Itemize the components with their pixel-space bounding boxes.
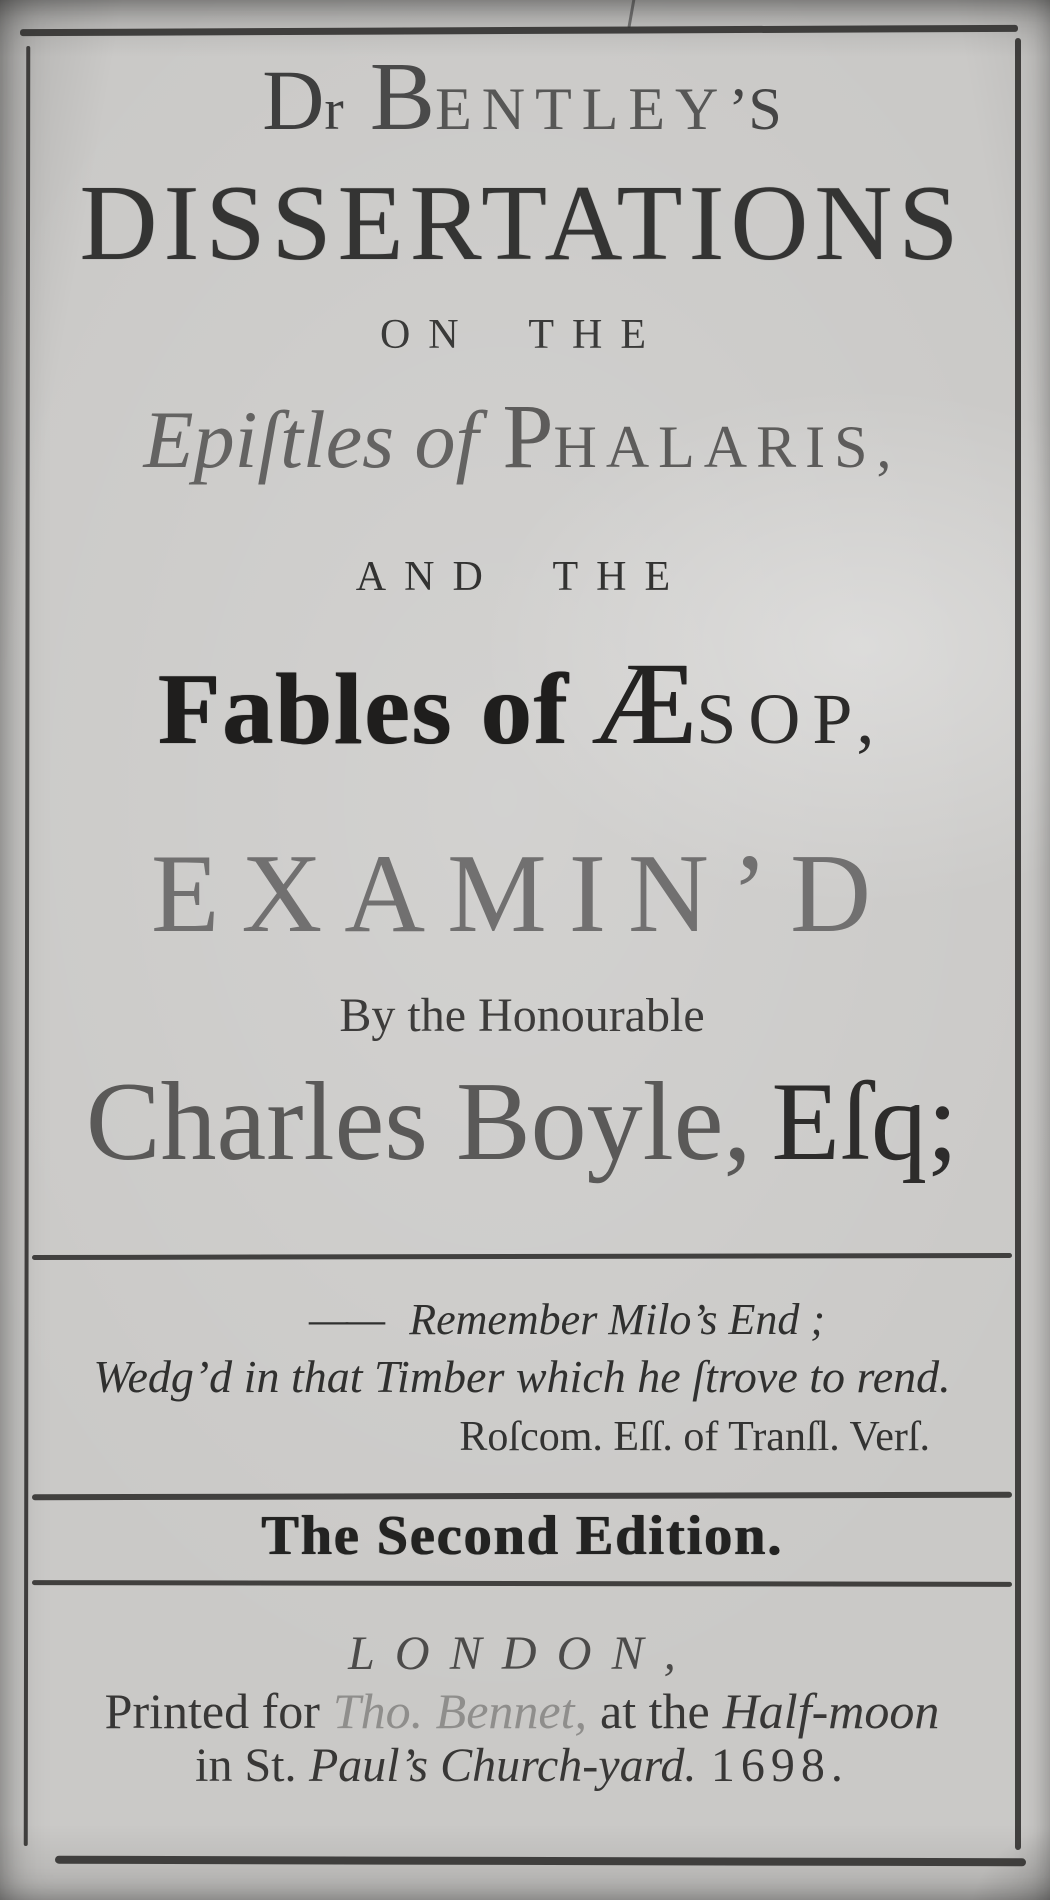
- epigraph-text-1: Remember Milo’s End ;: [409, 1295, 826, 1344]
- author-esquire: Eſq;: [771, 1060, 959, 1184]
- epigraph-line-1: [32, 1295, 1012, 1344]
- imprint-bookseller-name: Tho. Bennet,: [332, 1683, 588, 1739]
- aesop-initial: Æ: [591, 638, 697, 769]
- imprint-year: 1698.: [710, 1739, 849, 1792]
- imprint-printed-for: Printed for: [104, 1683, 320, 1739]
- phalaris-small-caps: HALARIS,: [553, 414, 901, 480]
- author-possessive-line: [32, 43, 1012, 151]
- divider-rule-2: [32, 1492, 1012, 1501]
- author-name-line: [32, 1060, 1012, 1184]
- epistles-of-italic: Epiſtles of: [143, 394, 479, 485]
- epigraph-line-2: Wedg’d in that Timber which he ſtrove to rend.: [93, 1351, 951, 1402]
- imprint-location: Paul’s Church-yard.: [308, 1739, 697, 1792]
- examind-title: EXAMIN’D: [150, 832, 894, 956]
- imprint-line-2: [32, 1739, 1012, 1792]
- frame-left-rule: [24, 46, 31, 1846]
- edition-label: The Second Edition.: [261, 1505, 783, 1567]
- byline: By the Honourable: [339, 989, 705, 1042]
- section-label-and-the: AND THE: [355, 554, 689, 600]
- aesop-small-caps: SOP,: [696, 679, 887, 759]
- paper-crease: [627, 0, 635, 28]
- surname-small-caps: ENTLEY: [435, 76, 729, 142]
- surname-initial: B: [369, 43, 436, 151]
- frame-top-rule: [20, 25, 1018, 36]
- frame-bottom-rule: [55, 1856, 1026, 1867]
- imprint-city: LONDON,: [348, 1627, 696, 1680]
- surname-possessive: ’S: [728, 76, 782, 142]
- dr-initial: D: [262, 52, 325, 148]
- fables-line: [32, 638, 1012, 769]
- fables-of-blackletter: Fables of: [157, 653, 570, 766]
- epigraph-attribution: Roſcom. Eſſ. of Tranſl. Verſ.: [459, 1414, 930, 1460]
- imprint-at-the: at the: [600, 1683, 710, 1739]
- imprint-location-prefix: in St.: [195, 1739, 297, 1792]
- dr-rest: r: [324, 77, 344, 142]
- epistles-line: [32, 385, 1012, 487]
- divider-rule-1: [32, 1253, 1012, 1260]
- epigraph-dash: ——: [308, 1295, 384, 1344]
- author-name: Charles Boyle,: [85, 1060, 752, 1184]
- main-title: DISSERTATIONS: [79, 164, 965, 283]
- imprint-shop-sign: Half-moon: [722, 1683, 940, 1739]
- phalaris-initial: P: [502, 385, 554, 487]
- frame-right-rule: [1015, 38, 1021, 1850]
- divider-rule-3: [32, 1580, 1012, 1587]
- section-label-on-the: ON THE: [379, 312, 665, 358]
- imprint-line-1: [32, 1683, 1012, 1739]
